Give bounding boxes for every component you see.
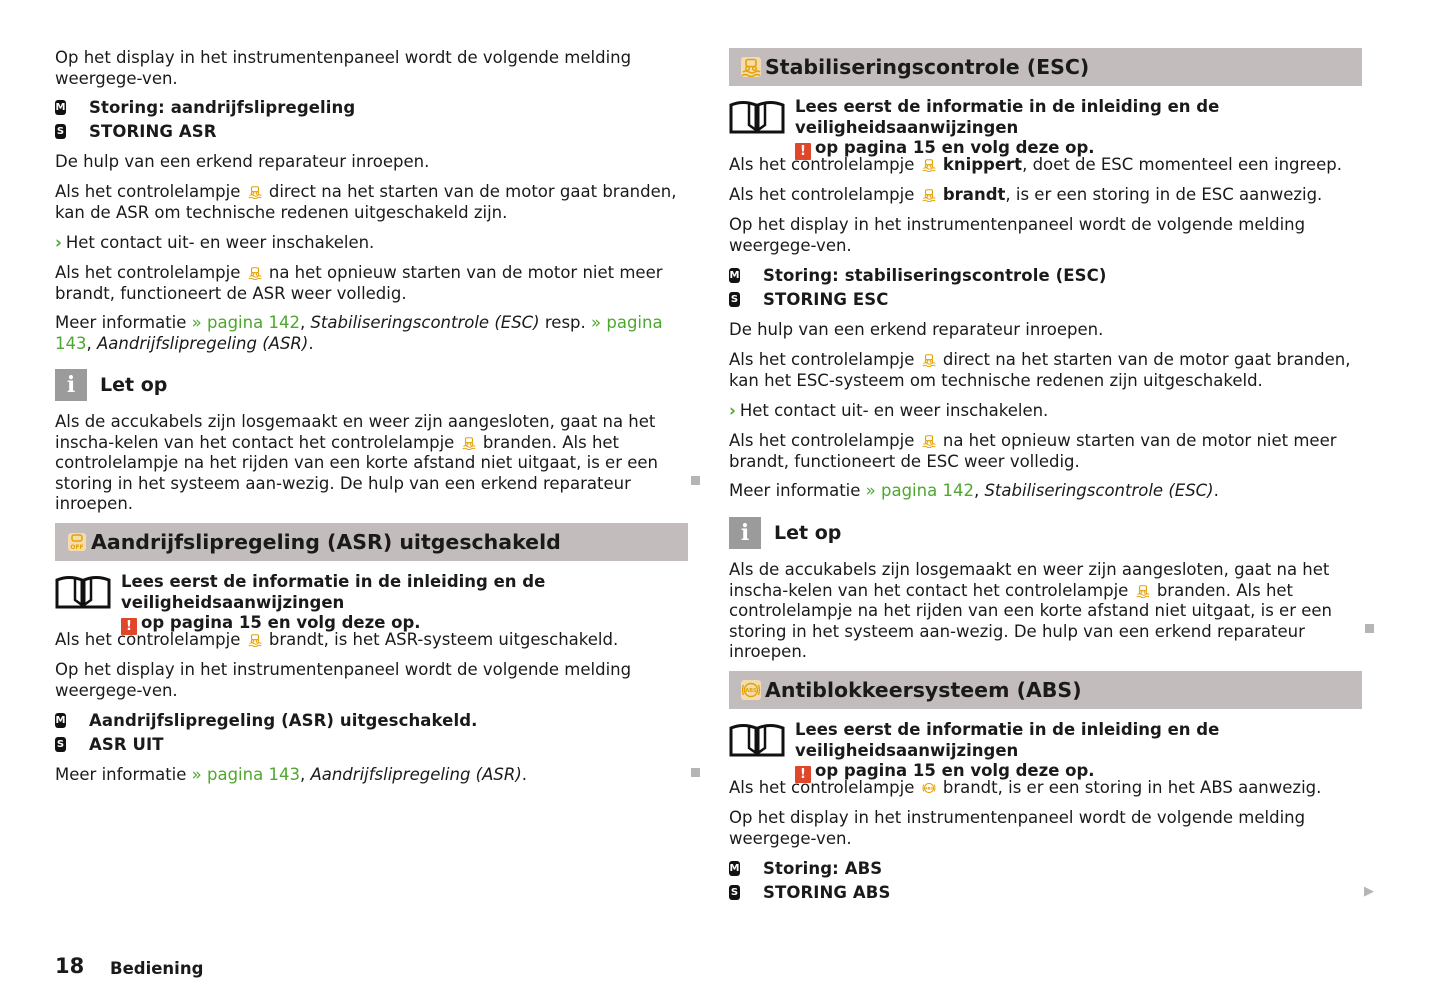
m-badge: M — [55, 714, 66, 726]
asr-direct-para — [55, 182, 690, 223]
page-link-143[interactable]: » pagina 143 — [55, 313, 663, 353]
read-first-link[interactable]: op pagina 15 en volg deze op. — [141, 613, 421, 632]
section-title: Stabiliseringscontrole (ESC) — [765, 55, 1090, 79]
page-link-142[interactable]: » pagina 142 — [191, 313, 300, 332]
section-end-marker — [691, 768, 700, 777]
step-text: Het contact uit- en weer inschakelen. — [739, 401, 1049, 420]
note-text: branden. Als het controlelampje na het rijden van een korte afstand niet uitgaat, is er een storing in het systeem aan-wezig. De hulp van een erkend reparateur inroepen. — [55, 432, 658, 513]
esc-messages — [729, 263, 1106, 311]
note-text: Als de accukabels zijn losgemaakt en weer zijn aangesloten, gaat na het inscha-kelen van het contact het controlelampje — [729, 560, 1330, 600]
message-row — [729, 880, 890, 904]
link-title: Stabiliseringscontrole (ESC) — [984, 481, 1214, 500]
footer-section: Bediening — [110, 959, 204, 978]
abs-icon — [741, 680, 761, 700]
message-row — [55, 119, 355, 143]
note-header — [729, 517, 841, 549]
esc-warning-lamp-icon — [922, 158, 936, 172]
s-badge: S — [56, 125, 65, 137]
read-first-line: Lees eerst de informatie in de inleiding en de veiligheidsaanwijzingen — [795, 720, 1220, 760]
info-icon: i — [729, 517, 761, 549]
esc-again-para — [729, 431, 1364, 472]
note-text: Als de accukabels zijn losgemaakt en weer zijn aangesloten, gaat na het inscha-kelen van het contact het controlelampje — [55, 412, 656, 452]
abs-lamp-icon — [922, 781, 936, 795]
continue-arrow-icon: ▶ — [1364, 884, 1374, 899]
esc-warning-lamp-icon — [922, 434, 936, 448]
para-text: Als het controlelampje — [729, 185, 915, 204]
message-row — [55, 708, 478, 732]
book-icon — [55, 574, 111, 610]
step-item — [729, 401, 1048, 422]
esc-warning-lamp-icon — [248, 266, 262, 280]
abs-display-intro: Op het display in het instrumentenpaneel wordt de volgende melding weergege-ven. — [729, 808, 1306, 848]
para-text: Als het controlelampje — [729, 778, 915, 797]
esc-warning-lamp-icon — [922, 353, 936, 367]
help-text: De hulp van een erkend reparateur inroepen. — [55, 152, 430, 171]
book-icon — [729, 99, 785, 135]
read-first-line: Lees eerst de informatie in de inleiding en de veiligheidsaanwijzingen — [121, 572, 546, 612]
esc-warning-lamp-icon — [248, 185, 262, 199]
book-icon — [729, 722, 785, 758]
asr-off-para — [55, 630, 690, 651]
link-title: Stabiliseringscontrole (ESC) — [310, 313, 540, 332]
esc-display-intro: Op het display in het instrumentenpaneel wordt de volgende melding weergege-ven. — [729, 215, 1306, 255]
asr-again-para — [55, 263, 690, 304]
asr-display-intro: Op het display in het instrumentenpaneel wordt de volgende melding weergege-ven. — [55, 48, 632, 88]
m-badge: M — [729, 269, 740, 281]
para-text: Als het controlelampje — [55, 630, 241, 649]
para-bold: brandt — [942, 185, 1006, 204]
info-icon: i — [55, 369, 87, 401]
para-bold: knippert — [942, 155, 1023, 174]
esc-warning-lamp-icon — [1136, 584, 1150, 598]
more-info-label: Meer informatie — [55, 313, 187, 332]
s-badge: S — [730, 886, 739, 898]
para-text: na het opnieuw starten van de motor niet meer brandt, functioneert de ESC weer volledig. — [729, 431, 1337, 471]
section-end-marker — [691, 476, 700, 485]
help-text: De hulp van een erkend reparateur inroepen. — [729, 320, 1104, 339]
para-text: na het opnieuw starten van de motor niet meer brandt, functioneert de ASR weer volledig. — [55, 263, 663, 303]
asr-off-icon — [67, 532, 87, 552]
message-text: STORING ESC — [763, 289, 889, 309]
asr-off-section-bar — [55, 523, 688, 561]
message-text: STORING ABS — [763, 882, 891, 902]
note-body — [729, 560, 1364, 663]
m-badge: M — [729, 862, 740, 874]
message-row — [55, 732, 478, 756]
asr-off-lamp-icon — [248, 633, 262, 647]
s-badge: S — [56, 738, 65, 750]
abs-para — [729, 778, 1364, 799]
abs-section-bar — [729, 671, 1362, 709]
resp-text: resp. — [544, 313, 586, 332]
para-text: Als het controlelampje — [55, 263, 241, 282]
warning-icon: ! — [121, 618, 137, 635]
read-first-text — [795, 720, 1369, 783]
note-body — [55, 412, 690, 515]
page-link-143[interactable]: » pagina 143 — [191, 765, 300, 784]
esc-icon — [741, 57, 761, 77]
esc-blink-para — [729, 155, 1364, 176]
esc-more-info: Meer informatie » pagina 142, Stabiliseringscontrole (ESC). — [729, 481, 1219, 500]
svg-text:ABS: ABS — [745, 688, 757, 694]
step-item — [55, 233, 374, 254]
asr-messages — [55, 95, 355, 143]
para-text: brandt, is er een storing in het ABS aanwezig. — [942, 778, 1322, 797]
para-text: Als het controlelampje — [729, 350, 915, 369]
note-header — [55, 369, 167, 401]
note-title: Let op — [100, 374, 168, 396]
note-title: Let op — [774, 522, 842, 544]
message-text: Storing: aandrijfslipregeling — [89, 97, 356, 117]
note-text: branden. Als het controlelampje na het rijden van een korte afstand niet uitgaat, is er een storing in het systeem aan-wezig. De hulp van een erkend reparateur inroepen. — [729, 580, 1332, 661]
message-text: STORING ASR — [89, 121, 217, 141]
para-text: brandt, is het ASR-systeem uitgeschakeld. — [268, 630, 619, 649]
read-first-link[interactable]: op pagina 15 en volg deze op. — [815, 138, 1095, 157]
read-first-line: Lees eerst de informatie in de inleiding en de veiligheidsaanwijzingen — [795, 97, 1220, 137]
para-text: Als het controlelampje — [55, 182, 241, 201]
page-link-142[interactable]: » pagina 142 — [865, 481, 974, 500]
read-first-notice — [729, 720, 1369, 783]
m-badge: M — [55, 101, 66, 113]
asr-off-more-info: Meer informatie » pagina 143, Aandrijfslipregeling (ASR). — [55, 765, 528, 784]
para-text: direct na het starten van de motor gaat branden, kan de ASR om technische redenen uitgeschakeld zijn. — [55, 182, 677, 222]
read-first-text — [121, 572, 695, 635]
section-end-marker — [1365, 624, 1374, 633]
step-text: Het contact uit- en weer inschakelen. — [65, 233, 375, 252]
asr-off-display-intro: Op het display in het instrumentenpaneel wordt de volgende melding weergege-ven. — [55, 660, 632, 700]
message-row — [55, 95, 355, 119]
link-title: Aandrijfslipregeling (ASR) — [97, 333, 309, 353]
message-text: Storing: ABS — [763, 858, 883, 878]
message-row — [729, 263, 1106, 287]
esc-section-bar — [729, 48, 1362, 86]
more-info-para: Meer informatie » pagina 142, Stabiliseringscontrole (ESC) resp. » pagina 143, Aandrijfslipregeling (ASR). — [55, 313, 663, 353]
more-info-label: Meer informatie — [55, 765, 187, 784]
esc-direct-para — [729, 350, 1364, 391]
esc-warning-lamp-icon — [462, 436, 476, 450]
para-text: Als het controlelampje — [729, 431, 915, 450]
read-first-text — [795, 97, 1369, 160]
s-badge: S — [730, 293, 739, 305]
message-text: ASR UIT — [89, 734, 164, 754]
para-text: direct na het starten van de motor gaat branden, kan het ESC-systeem om technische redenen zijn uitgeschakeld. — [729, 350, 1351, 390]
read-first-notice — [729, 97, 1369, 160]
abs-messages — [729, 856, 890, 904]
message-row — [729, 856, 890, 880]
section-title: Aandrijfslipregeling (ASR) uitgeschakeld — [91, 530, 561, 554]
esc-burn-para — [729, 185, 1364, 206]
asr-off-messages — [55, 708, 478, 756]
para-text: , is er een storing in de ESC aanwezig. — [1005, 185, 1323, 204]
svg-text:ABS: ABS — [924, 786, 933, 791]
esc-warning-lamp-icon — [922, 188, 936, 202]
step-arrow-icon: › — [55, 233, 62, 252]
more-info-label: Meer informatie — [729, 481, 861, 500]
message-text: Aandrijfslipregeling (ASR) uitgeschakeld. — [89, 710, 478, 730]
message-row — [729, 287, 1106, 311]
step-arrow-icon: › — [729, 401, 736, 420]
read-first-link[interactable]: op pagina 15 en volg deze op. — [815, 761, 1095, 780]
svg-text:OFF: OFF — [70, 544, 84, 551]
message-text: Storing: stabiliseringscontrole (ESC) — [763, 265, 1107, 285]
warning-icon: ! — [795, 766, 811, 783]
link-title: Aandrijfslipregeling (ASR) — [310, 765, 522, 784]
read-first-notice — [55, 572, 695, 635]
warning-icon: ! — [795, 143, 811, 160]
section-title: Antiblokkeersysteem (ABS) — [765, 678, 1082, 702]
para-text: , doet de ESC momenteel een ingreep. — [1022, 155, 1342, 174]
para-text: Als het controlelampje — [729, 155, 915, 174]
page-number: 18 — [55, 954, 85, 978]
